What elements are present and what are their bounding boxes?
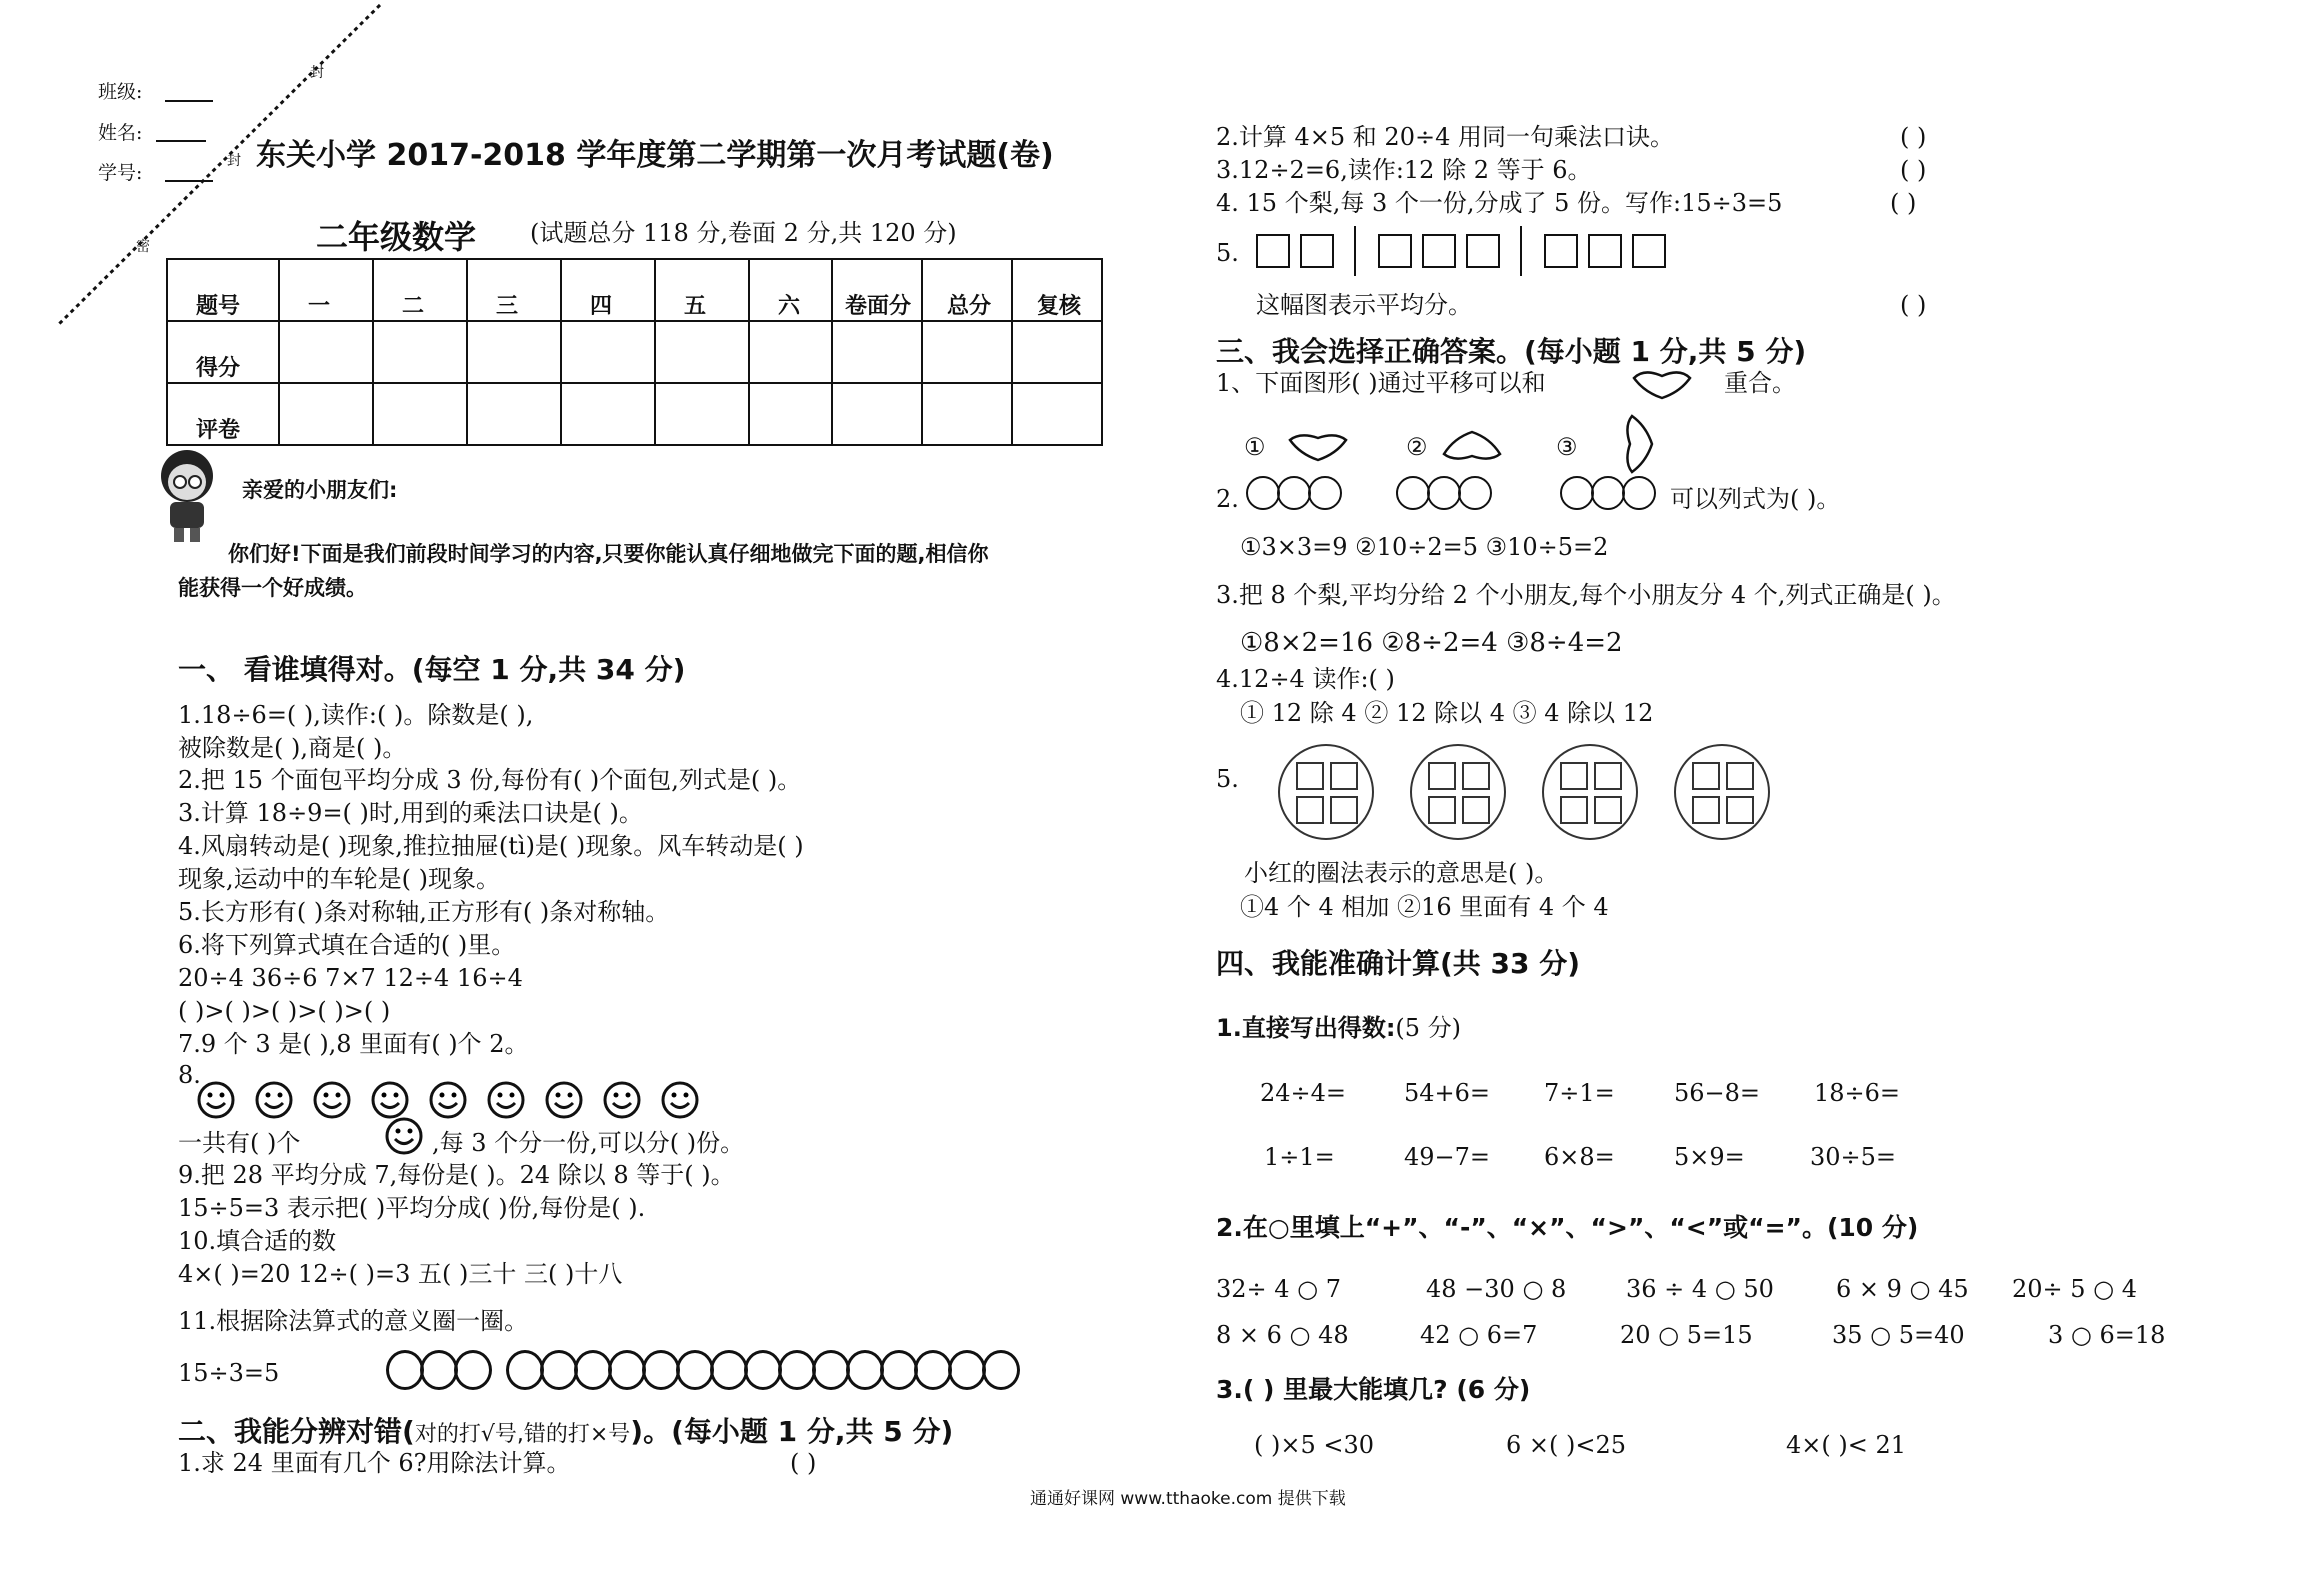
square-groups (1256, 226, 1676, 276)
circle-shape (948, 1350, 986, 1390)
choice-question: 1、下面图形( )通过平移可以和 (1216, 369, 1546, 397)
circle-shape (420, 1350, 458, 1390)
calc-item[interactable]: 5×9= (1674, 1143, 1745, 1171)
table-row-label: 评卷 (167, 383, 279, 445)
question-line: 1.18÷6=( ),读作:( )。除数是( ), (178, 701, 534, 729)
circle-shape (608, 1350, 646, 1390)
table-header-cell: 五 (655, 259, 749, 321)
question-line: 9.把 28 平均分成 7,每份是( )。24 除以 8 等于( )。 (178, 1161, 735, 1189)
smiley-icon (384, 1116, 424, 1156)
grouped-squares (1674, 744, 1770, 840)
score-cell[interactable] (1012, 321, 1102, 383)
group-divider (1354, 226, 1356, 276)
score-cell[interactable] (561, 383, 655, 445)
score-cell[interactable] (373, 383, 467, 445)
heart-shape-icon (1630, 366, 1694, 402)
cartoon-child-icon (152, 446, 222, 546)
score-cell[interactable] (1012, 383, 1102, 445)
question-line: 现象,运动中的车轮是( )现象。 (178, 865, 500, 893)
section2-title: 二、我能分辨对错( (178, 1415, 415, 1448)
smiley-icon (660, 1080, 700, 1120)
circle-group (1246, 476, 1339, 510)
choice-option[interactable]: ② (1406, 433, 1428, 461)
grouped-squares (1410, 744, 1506, 840)
circle-group (386, 1350, 1016, 1390)
smiley-icon (544, 1080, 584, 1120)
choice-question: 2. (1216, 485, 1239, 513)
score-note: (试题总分 118 分,卷面 2 分,共 120 分) (530, 219, 957, 247)
score-cell[interactable] (832, 383, 922, 445)
subject-title: 二年级数学 (316, 218, 477, 256)
question-line: 2.把 15 个面包平均分成 3 份,每份有( )个面包,列式是( )。 (178, 766, 802, 794)
fill-item[interactable]: 4×( )< 21 (1786, 1431, 1907, 1459)
question-line: 一共有( )个 (178, 1129, 301, 1157)
square-shape (1378, 234, 1412, 268)
circle-shape (1427, 476, 1461, 510)
calc-item[interactable]: 54+6= (1404, 1079, 1491, 1107)
intro-line: 能获得一个好成绩。 (178, 576, 367, 600)
score-cell[interactable] (655, 321, 749, 383)
square-shape (1544, 234, 1578, 268)
circle-shape (1560, 476, 1594, 510)
calc-item[interactable]: 1÷1= (1264, 1143, 1335, 1171)
compare-item[interactable]: 20 ○ 5=15 (1620, 1321, 1753, 1349)
choice-option[interactable]: ③ (1556, 433, 1578, 461)
question-line: 11.根据除法算式的意义圈一圈。 (178, 1307, 529, 1335)
score-cell[interactable] (922, 383, 1012, 445)
question-line: 20÷4 36÷6 7×7 12÷4 16÷4 (178, 964, 523, 992)
choice-question: 4.12÷4 读作:( ) (1216, 665, 1395, 693)
question-line: 4.风扇转动是( )现象,推拉抽屉(tì)是( )现象。风车转动是( ) (178, 832, 804, 860)
heart-flipped-icon (1440, 428, 1504, 464)
score-cell[interactable] (467, 321, 561, 383)
circle-shape (1308, 476, 1342, 510)
smiley-icon (602, 1080, 642, 1120)
choice-options[interactable]: ①4 个 4 相加 ②16 里面有 4 个 4 (1240, 893, 1609, 921)
smiley-icon (428, 1080, 468, 1120)
circle-shape (1246, 476, 1280, 510)
question-line: 3.计算 18÷9=( )时,用到的乘法口诀是( )。 (178, 799, 643, 827)
table-header-cell: 总分 (922, 259, 1012, 321)
compare-item[interactable]: 48 −30 ○ 8 (1426, 1275, 1567, 1303)
heart-shape-icon (1286, 430, 1350, 464)
table-header-cell: 一 (279, 259, 373, 321)
circle-shape (710, 1350, 748, 1390)
compare-sub-title: 2.在○里填上“+”、“-”、“×”、“>”、“<”或“=”。(10 分) (1216, 1213, 1919, 1242)
smiley-icon (254, 1080, 294, 1120)
question-line: 15÷3=5 (178, 1359, 280, 1387)
calc-item[interactable]: 24÷4= (1260, 1079, 1347, 1107)
circle-shape (880, 1350, 918, 1390)
circle-shape (454, 1350, 492, 1390)
choice-question: 小红的圈法表示的意思是( )。 (1244, 859, 1559, 887)
exam-title: 东关小学 2017-2018 学年度第二学期第一次月考试题(卷) (256, 138, 1054, 173)
compare-item[interactable]: 32÷ 4 ○ 7 (1216, 1275, 1342, 1303)
grouped-squares (1278, 744, 1374, 840)
class-label: 班级: (98, 81, 143, 103)
table-header-cell: 卷面分 (832, 259, 922, 321)
grouped-squares (1542, 744, 1638, 840)
circle-group (1560, 476, 1653, 510)
tf-question: 这幅图表示平均分。 (1256, 291, 1472, 319)
score-cell[interactable] (279, 321, 373, 383)
tf-answer-paren[interactable]: ( ) (1890, 189, 1917, 217)
calc-item[interactable]: 49−7= (1404, 1143, 1491, 1171)
table-header-cell: 二 (373, 259, 467, 321)
compare-item[interactable]: 20÷ 5 ○ 4 (2012, 1275, 2138, 1303)
tf-question: 3.12÷2=6,读作:12 除 2 等于 6。 (1216, 156, 1592, 184)
circle-shape (540, 1350, 578, 1390)
choice-option[interactable]: ① (1244, 433, 1266, 461)
table-header-cell: 复核 (1012, 259, 1102, 321)
table-row (167, 383, 1102, 445)
table-row (167, 259, 1102, 321)
tf-answer-paren[interactable]: ( ) (1900, 123, 1927, 151)
square-shape (1422, 234, 1456, 268)
cut-mark: 封 (227, 153, 241, 169)
footer-credit: 通通好课网 www.tthaoke.com 提供下载 (1030, 1489, 1346, 1509)
smiley-icon (486, 1080, 526, 1120)
tf-question: 4. 15 个梨,每 3 个一份,分成了 5 份。写作:15÷3=5 (1216, 189, 1783, 217)
score-cell[interactable] (467, 383, 561, 445)
score-cell[interactable] (561, 321, 655, 383)
score-cell[interactable] (922, 321, 1012, 383)
name-label: 姓名: (98, 122, 143, 144)
circle-shape (1458, 476, 1492, 510)
smiley-row (196, 1080, 718, 1120)
cut-mark: 封 (310, 65, 324, 81)
score-cell[interactable] (373, 321, 467, 383)
class-blank[interactable] (165, 100, 213, 102)
circle-shape (914, 1350, 952, 1390)
question-line: 4×( )=20 12÷( )=3 五( )三十 三( )十八 (178, 1260, 623, 1288)
tf-question: 5. (1216, 239, 1239, 267)
circle-shape (642, 1350, 680, 1390)
square-shape (1588, 234, 1622, 268)
circle-shape (1622, 476, 1656, 510)
circle-shape (812, 1350, 850, 1390)
smiley-icon (370, 1080, 410, 1120)
circle-shape (1396, 476, 1430, 510)
tf-answer-paren[interactable]: ( ) (1900, 291, 1927, 319)
score-cell[interactable] (279, 383, 373, 445)
circle-shape (778, 1350, 816, 1390)
circle-shape (846, 1350, 884, 1390)
table-row (167, 321, 1102, 383)
circle-shape (386, 1350, 424, 1390)
question-line: ( )>( )>( )>( )>( ) (178, 997, 391, 1025)
fill-item[interactable]: ( )×5 <30 (1254, 1431, 1375, 1459)
table-header-cell: 六 (749, 259, 832, 321)
table-header-cell: 四 (561, 259, 655, 321)
group-divider (1520, 226, 1522, 276)
square-shape (1466, 234, 1500, 268)
table-header-cell: 题号 (167, 259, 279, 321)
compare-item[interactable]: 42 ○ 6=7 (1420, 1321, 1538, 1349)
tf-question: 2.计算 4×5 和 20÷4 用同一句乘法口诀。 (1216, 123, 1674, 151)
tf-answer-paren[interactable]: ( ) (790, 1449, 817, 1477)
calc-item[interactable]: 18÷6= (1814, 1079, 1901, 1107)
square-shape (1632, 234, 1666, 268)
id-label: 学号: (98, 162, 143, 184)
compare-item[interactable]: 36 ÷ 4 ○ 50 (1626, 1275, 1774, 1303)
fill-item[interactable]: 6 ×( )<25 (1506, 1431, 1627, 1459)
smiley-icon (312, 1080, 352, 1120)
question-line: 15÷5=3 表示把( )平均分成( )份,每份是( ). (178, 1194, 646, 1222)
choice-question: 5. (1216, 765, 1239, 793)
score-cell[interactable] (655, 383, 749, 445)
tf-answer-paren[interactable]: ( ) (1900, 156, 1927, 184)
calc-item[interactable]: 7÷1= (1544, 1079, 1615, 1107)
heart-rotated-icon (1622, 412, 1658, 476)
square-shape (1300, 234, 1334, 268)
compare-item[interactable]: 6 × 9 ○ 45 (1836, 1275, 1969, 1303)
score-cell[interactable] (749, 321, 832, 383)
tf-question: 1.求 24 里面有几个 6?用除法计算。 (178, 1449, 571, 1477)
calc-sub-score: (5 分) (1395, 1014, 1462, 1042)
calc-item[interactable]: 6×8= (1544, 1143, 1615, 1171)
question-line: ,每 3 个分一份,可以分( )份。 (432, 1129, 745, 1157)
section3-title: 三、我会选择正确答案。(每小题 1 分,共 5 分) (1216, 335, 1807, 368)
compare-item[interactable]: 8 × 6 ○ 48 (1216, 1321, 1349, 1349)
calc-sub-title: 1.直接写出得数: (1216, 1014, 1396, 1042)
id-blank[interactable] (165, 180, 213, 182)
question-line: 被除数是( ),商是( )。 (178, 734, 407, 762)
section4-title: 四、我能准确计算(共 33 分) (1216, 947, 1581, 980)
compare-item[interactable]: 35 ○ 5=40 (1832, 1321, 1965, 1349)
intro-line: 你们好!下面是我们前段时间学习的内容,只要你能认真仔细地做完下面的题,相信你 (228, 542, 989, 566)
question-line: 5.长方形有( )条对称轴,正方形有( )条对称轴。 (178, 898, 670, 926)
circle-group (1396, 476, 1489, 510)
section1-title: 一、 看谁填得对。(每空 1 分,共 34 分) (178, 653, 686, 686)
section2-title-note: 对的打√号,错的打×号 (414, 1422, 631, 1447)
question-line: 10.填合适的数 (178, 1227, 337, 1255)
circle-shape (676, 1350, 714, 1390)
choice-options[interactable]: ①3×3=9 ②10÷2=5 ③10÷5=2 (1240, 533, 1609, 561)
choice-question: 3.把 8 个梨,平均分给 2 个小朋友,每个小朋友分 4 个,列式正确是( )。 (1216, 581, 1956, 609)
calc-item[interactable]: 30÷5= (1810, 1143, 1897, 1171)
table-row-label: 得分 (167, 321, 279, 383)
question-line: 8. (178, 1061, 201, 1089)
circle-shape (506, 1350, 544, 1390)
greeting: 亲爱的小朋友们: (242, 478, 398, 502)
section2-title-tail: )。(每小题 1 分,共 5 分) (630, 1415, 954, 1448)
name-blank[interactable] (156, 140, 206, 142)
choice-options[interactable]: ①8×2=16 ②8÷2=4 ③8÷4=2 (1240, 628, 1623, 658)
circle-shape (744, 1350, 782, 1390)
square-shape (1256, 234, 1290, 268)
choice-options[interactable]: ① 12 除 4 ② 12 除以 4 ③ 4 除以 12 (1240, 699, 1654, 727)
question-line: 6.将下列算式填在合适的( )里。 (178, 931, 516, 959)
cut-mark: 密 (136, 239, 150, 255)
table-header-cell: 三 (467, 259, 561, 321)
circle-shape (1591, 476, 1625, 510)
circle-shape (574, 1350, 612, 1390)
choice-question: 重合。 (1724, 369, 1796, 397)
score-cell[interactable] (749, 383, 832, 445)
choice-question: 可以列式为( )。 (1670, 485, 1841, 513)
score-table (166, 258, 1103, 446)
smiley-icon (196, 1080, 236, 1120)
circle-shape (982, 1350, 1020, 1390)
calc-item[interactable]: 56−8= (1674, 1079, 1761, 1107)
score-cell[interactable] (832, 321, 922, 383)
circle-shape (1277, 476, 1311, 510)
fill-sub-title: 3.( ) 里最大能填几? (6 分) (1216, 1375, 1531, 1404)
compare-item[interactable]: 3 ○ 6=18 (2048, 1321, 2166, 1349)
question-line: 7.9 个 3 是( ),8 里面有( )个 2。 (178, 1030, 529, 1058)
